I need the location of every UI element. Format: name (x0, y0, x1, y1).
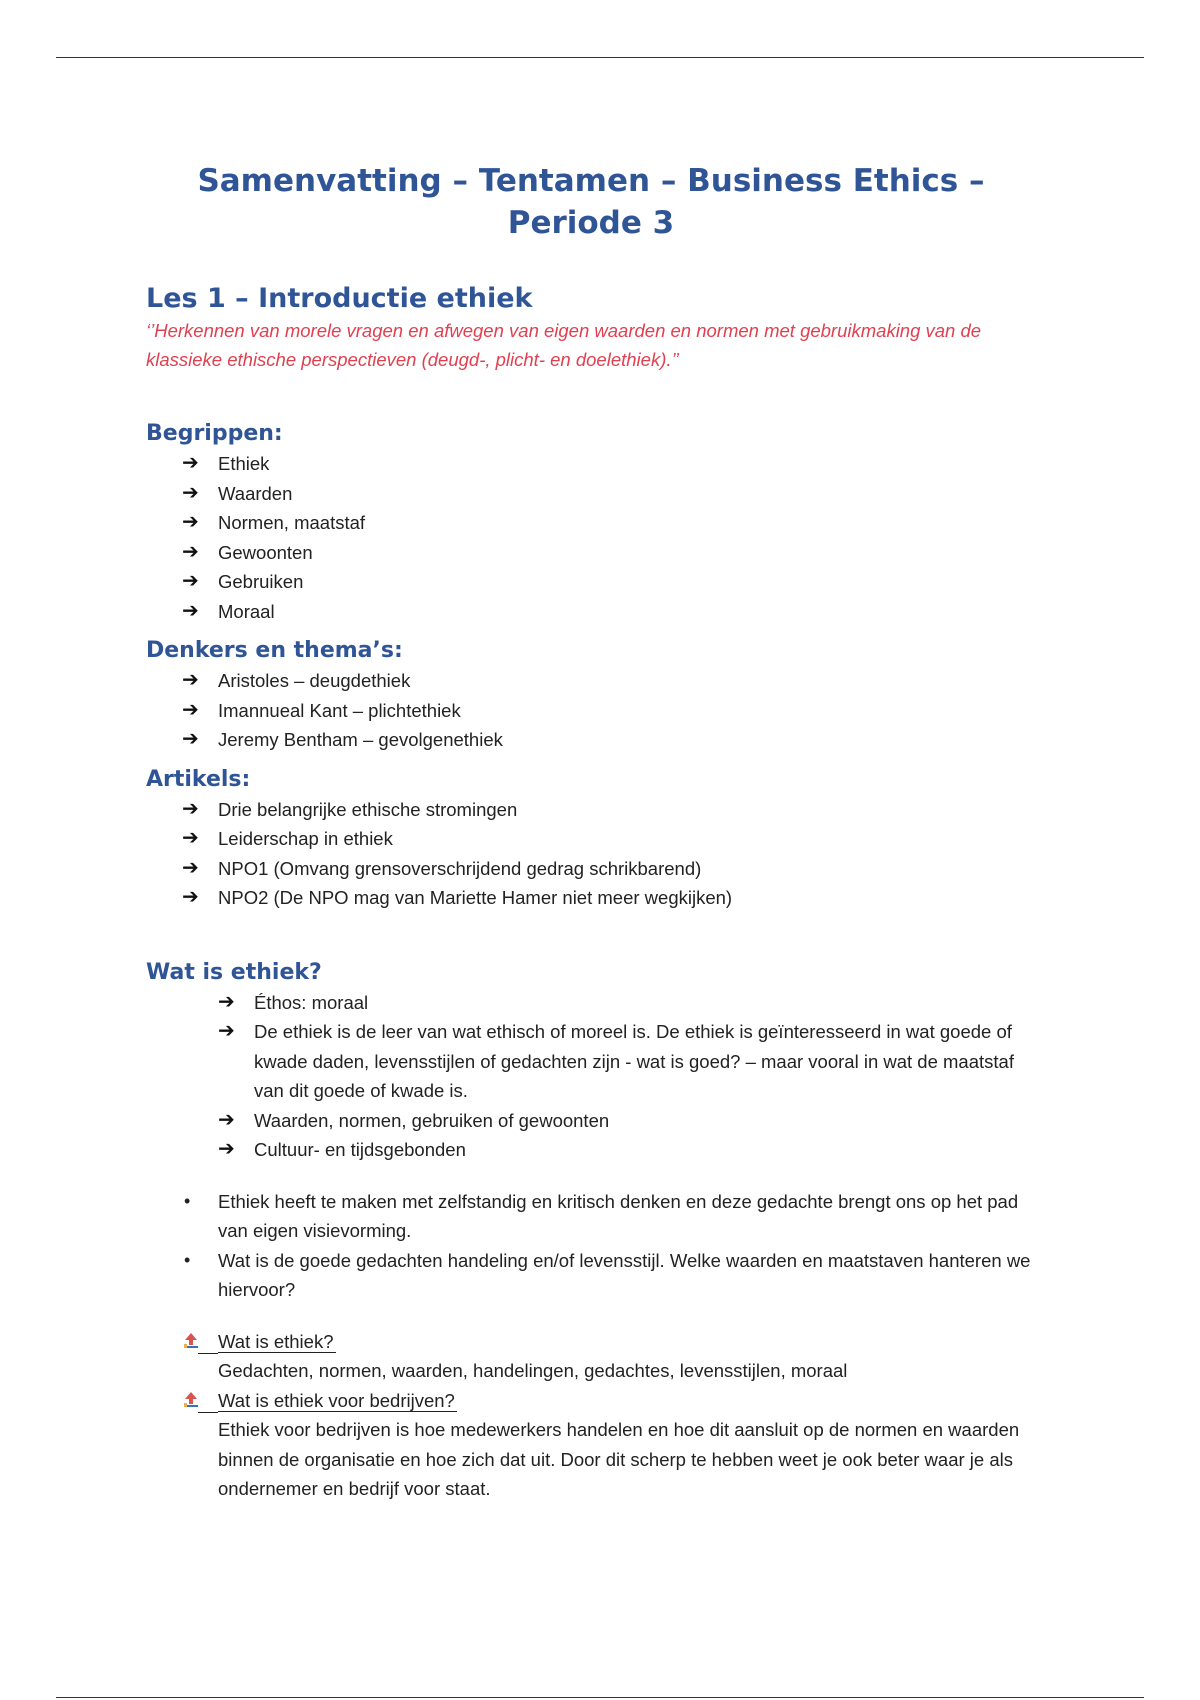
arrow-right-icon: ➔ (182, 452, 199, 474)
question-item (182, 1327, 1036, 1357)
question-text: Wat is ethiek? (218, 1330, 334, 1352)
document-title: Samenvatting – Tentamen – Business Ethics – Periode 3 (197, 163, 985, 241)
arrow-right-icon: ➔ (182, 511, 199, 533)
document-body (146, 160, 1036, 1504)
arrow-right-icon: ➔ (182, 540, 199, 563)
list-item: ➔ Waarden (182, 479, 1036, 509)
list-item: ➔ Ethiek (182, 449, 1036, 479)
list-item: ➔ Gebruiken (182, 567, 1036, 597)
arrow-right-icon: ➔ (182, 856, 199, 879)
list-item: ➔ NPO2 (De NPO mag van Mariette Hamer niet meer wegkijken) (182, 883, 1036, 913)
list-item: • Ethiek heeft te maken met zelfstandig en kritisch denken en deze gedachte brengt ons op het pad van eigen visievorming. (182, 1187, 1036, 1246)
ethiek-bullet-list (146, 1187, 1036, 1305)
arrow-right-icon: ➔ (218, 1020, 235, 1042)
arrow-right-icon: ➔ (182, 698, 199, 721)
arrow-right-icon: ➔ (182, 728, 199, 750)
list-item: • Wat is de goede gedachten handeling en/of levensstijl. Welke waarden en maatstaven hanteren we hiervoor? (182, 1246, 1036, 1305)
list-item: ➔ Jeremy Bentham – gevolgenethiek (182, 725, 1036, 755)
denkers-heading: Denkers en thema’s: (146, 638, 403, 663)
footer-rule (56, 1697, 1144, 1698)
list-item: ➔ Normen, maatstaf (182, 508, 1036, 538)
begrippen-heading: Begrippen: (146, 421, 283, 446)
list-item: ➔ Cultuur- en tijdsgebonden (218, 1135, 1036, 1165)
arrow-right-icon: ➔ (218, 1108, 235, 1131)
wat-is-ethiek-heading: Wat is ethiek? (146, 959, 322, 985)
denkers-list (146, 666, 1036, 755)
colored-arrow-icon (182, 1332, 200, 1350)
arrow-right-icon: ➔ (182, 669, 199, 691)
arrow-right-icon: ➔ (182, 599, 199, 622)
question-text: Wat is ethiek voor bedrijven? (218, 1389, 455, 1411)
begrippen-list (146, 449, 1036, 626)
lesson-goal: ‘’Herkennen van morele vragen en afwegen van eigen waarden en normen met gebruikmaking van de klassieke ethische perspectieven (deugd-, plicht- en doelethiek).’’ (146, 320, 982, 370)
bullet-dot-icon: • (184, 1190, 191, 1211)
artikels-list (146, 795, 1036, 913)
arrow-right-icon: ➔ (182, 827, 199, 849)
artikels-heading: Artikels: (146, 766, 251, 792)
list-item: ➔ Leiderschap in ethiek (182, 824, 1036, 854)
list-item: ➔ Moraal (182, 597, 1036, 627)
list-item: ➔ De ethiek is de leer van wat ethisch of moreel is. De ethiek is geïnteresseerd in wat goede of kwade daden, levensstijlen of gedachten zijn - wat is goed? – maar vooral in wat de maatstaf van dit goede of kwade is. (218, 1017, 1036, 1106)
arrow-right-icon: ➔ (182, 797, 199, 820)
list-item: ➔ Gewoonten (182, 538, 1036, 568)
question-item (182, 1386, 1036, 1416)
bullet-dot-icon: • (184, 1249, 191, 1270)
arrow-right-icon: ➔ (218, 1138, 235, 1160)
wat-is-ethiek-list (146, 988, 1036, 1165)
lesson-heading: Les 1 – Introductie ethiek (146, 283, 533, 314)
question-answer-block (146, 1327, 1036, 1504)
list-item: ➔ Éthos: moraal (218, 988, 1036, 1018)
list-item: ➔ Waarden, normen, gebruiken of gewoonten (218, 1106, 1036, 1136)
colored-arrow-icon (182, 1391, 200, 1409)
list-item: ➔ Drie belangrijke ethische stromingen (182, 795, 1036, 825)
list-item: ➔ Imannueal Kant – plichtethiek (182, 696, 1036, 726)
arrow-right-icon: ➔ (218, 990, 235, 1013)
list-item: ➔ NPO1 (Omvang grensoverschrijdend gedrag schrikbarend) (182, 854, 1036, 884)
header-rule (56, 57, 1144, 58)
arrow-right-icon: ➔ (182, 886, 199, 908)
list-item: ➔ Aristoles – deugdethiek (182, 666, 1036, 696)
arrow-right-icon: ➔ (182, 481, 199, 504)
answer-text: Gedachten, normen, waarden, handelingen, gedachtes, levensstijlen, moraal (218, 1360, 848, 1381)
arrow-right-icon: ➔ (182, 570, 199, 592)
answer-text: Ethiek voor bedrijven is hoe medewerkers handelen en hoe dit aansluit op de normen en waarden binnen de organisatie en hoe zich dat uit. Door dit scherp te hebben weet je ook beter waar je als ondernemer en bedrijf voor staat. (218, 1419, 1020, 1499)
